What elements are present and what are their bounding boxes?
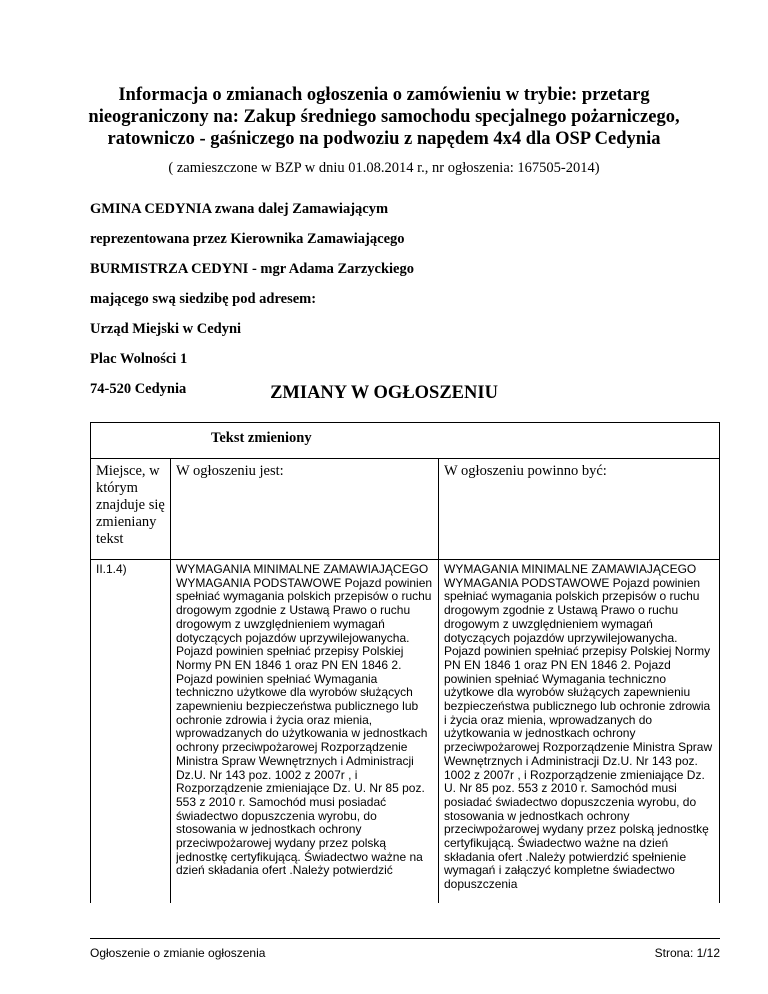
section-title: ZMIANY W OGŁOSZENIU <box>270 383 498 403</box>
footer-rule <box>90 938 720 939</box>
authority-line: mającego swą siedzibę pod adresem: <box>90 291 317 307</box>
authority-line: reprezentowana przez Kierownika Zamawiającego <box>90 231 405 247</box>
authority-line: BURMISTRZA CEDYNI - mgr Adama Zarzyckiego <box>90 261 414 277</box>
authority-line: 74-520 Cedynia <box>90 381 187 397</box>
publication-note: ( zamieszczone w BZP w dniu 01.08.2014 r., nr ogłoszenia: 167505-2014) <box>168 160 600 176</box>
current-text: WYMAGANIA MINIMALNE ZAMAWIAJĄCEGO WYMAGANIA PODSTAWOWE Pojazd powinien spełniać wymagania polskich przepisów o ruchu drogowym zgodnie z Ustawą Prawo o ruchu drogowym z uwzględnieniem wymagań dotyczących pojazdów uprzywilejowanycha. Pojazd powinien spełniać przepisy Polskiej Normy PN EN 1846 1 oraz PN EN 1846 2. Pojazd powinien spełniać Wymagania techniczno użytkowe dla wyrobów służących zapewnieniu bezpieczeństwa publicznego lub ochronie zdrowia i życia oraz mienia, wprowadzanych do użytkowania w jednostkach ochrony przeciwpożarowej Rozporządzenie Ministra Spraw Wewnętrznych i Administracji Dz.U. Nr 143 poz. 1002 z 2007r , i Rozporządzenie zmieniające Dz. U. Nr 85 poz. 553 z 2010 r. Samochód musi posiadać świadectwo dopuszczenia wyrobu, do stosowania w jednostkach ochrony przeciwpożarowej wydany przez polską jednostkę certyfikującą. Świadectwo ważne na dzień składania ofert .Należy potwierdzić <box>176 563 433 878</box>
place-text: II.1.4) <box>96 562 127 576</box>
cell-place <box>91 560 171 904</box>
document-title <box>60 84 708 150</box>
table-row <box>91 560 720 904</box>
authority-line: Plac Wolności 1 <box>90 351 188 367</box>
footer-document-name: Ogłoszenie o zmianie ogłoszenia <box>90 946 266 960</box>
footer-page-number: Strona: 1/12 <box>654 946 720 960</box>
column-header-place: Miejsce, w którym znajduje się zmieniany tekst <box>91 459 171 560</box>
corrected-text: WYMAGANIA MINIMALNE ZAMAWIAJĄCEGO WYMAGANIA PODSTAWOWE Pojazd powinien spełniać wymagania polskich przepisów o ruchu drogowym zgodnie z Ustawą Prawo o ruchu drogowym z uwzględnieniem wymagań dotyczących pojazdów uprzywilejowanycha. Pojazd powinien spełniać przepisy Polskiej Normy PN EN 1846 1 oraz PN EN 1846 2. Pojazd powinien spełniać Wymagania techniczno użytkowe dla wyrobów służących zapewnieniu bezpieczeństwa publicznego lub ochronie zdrowia i życia oraz mienia, wprowadzanych do użytkowania w jednostkach ochrony przeciwpożarowej Rozporządzenie Ministra Spraw Wewnętrznych i Administracji Dz.U. Nr 143 poz. 1002 z 2007r , i Rozporządzenie zmieniające Dz. U. Nr 85 poz. 553 z 2010 r. Samochód musi posiadać świadectwo dopuszczenia wyrobu, do stosowania w jednostkach ochrony przeciwpożarowej wydany przez polską jednostkę certyfikującą. Świadectwo ważne na dzień składania ofert .Należy potwierdzić spełnienie wymagań i załączyć kompletne świadectwo dopuszczenia <box>444 563 713 892</box>
cell-corrected <box>439 560 720 904</box>
title-line: nieograniczony na: Zakup średniego samochodu specjalnego pożarniczego, <box>88 107 680 127</box>
changes-table <box>90 422 720 903</box>
group-header: Tekst zmieniony <box>91 422 720 459</box>
column-header-current: W ogłoszeniu jest: <box>171 459 439 560</box>
title-line: Informacja o zmianach ogłoszenia o zamówieniu w trybie: przetarg <box>118 85 650 105</box>
cell-current <box>171 560 439 904</box>
column-header-corrected: W ogłoszeniu powinno być: <box>439 459 720 560</box>
authority-line: GMINA CEDYNIA zwana dalej Zamawiającym <box>90 201 389 217</box>
contracting-authority <box>90 200 414 410</box>
authority-line: Urząd Miejski w Cedyni <box>90 321 242 337</box>
title-line: ratowniczo - gaśniczego na podwoziu z napędem 4x4 dla OSP Cedynia <box>107 129 661 149</box>
